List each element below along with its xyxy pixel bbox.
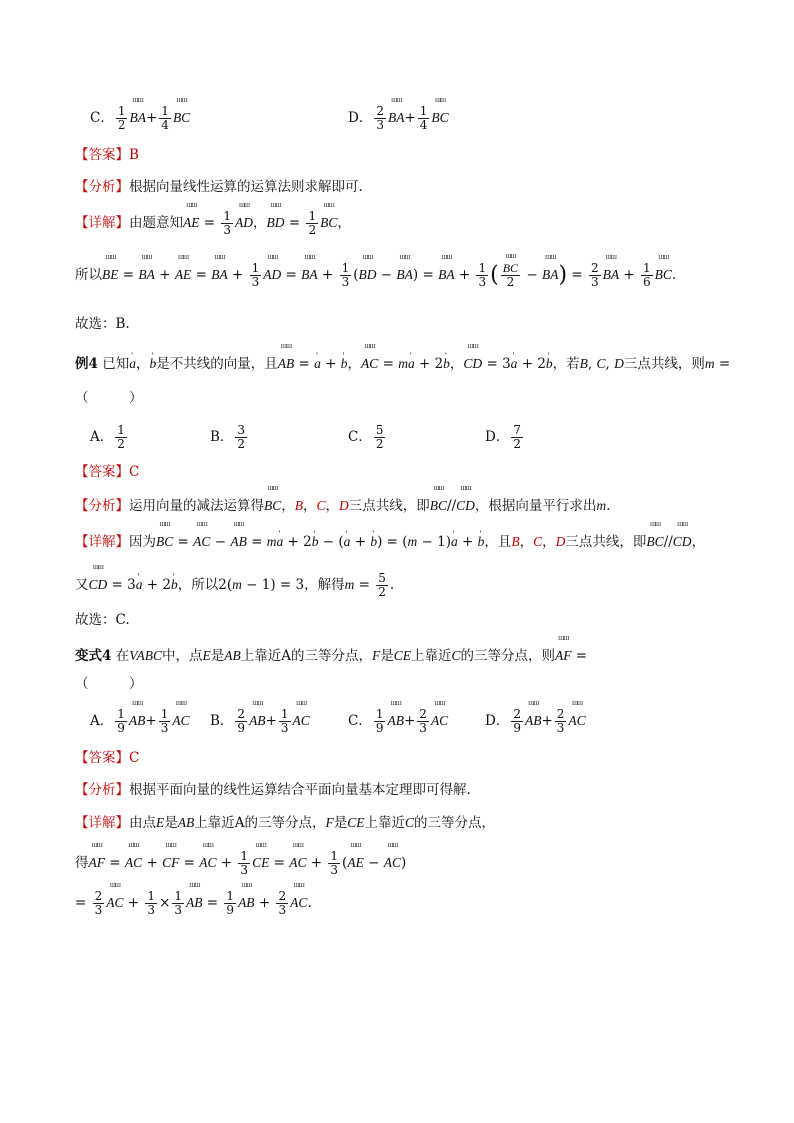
variant4-option-c: C． $\frac{1}{9}$ ШШ AB+ $\frac{2}{3}$ ШШ AC [348, 708, 448, 735]
prev-option-c: C． $\frac{1}{2}$ ШШ BA+ $\frac{1}{4}$ ШШ BC [90, 105, 190, 132]
example4-answer: 【答案】C [75, 464, 140, 480]
variant4-detail: 【详解】由点E是AB上靠近A的三等分点，F是CE上靠近C的三等分点， [75, 815, 496, 831]
variant4-stem: 变式4 在VABC中，点E是AB上靠近A的三等分点，F是CE上靠近C的三等分点，则ШШ AF = [75, 644, 587, 666]
example4-solve: 又ШШ CD = 3' a + 2' b，所以2(m − 1) = 3，解得m = $\frac{5}{2}$ . [75, 572, 394, 599]
prev-conclusion: 故选：B. [75, 316, 130, 332]
example4-analysis: 【分析】运用向量的减法运算得ШШ BC，B，C，D三点共线，即ШШ BC//ШШ CD，根据向量平行求出m. [75, 494, 610, 516]
variant4-option-d: D． $\frac{2}{9}$ ШШ AB+ $\frac{2}{3}$ ШШ AC [485, 708, 586, 735]
variant4-blank: （ ） [75, 676, 143, 692]
variant4-answer: 【答案】C [75, 750, 140, 766]
prev-detail: 【详解】由题意知ШШ AE = $\frac{1}{3}$ ШШ AD，ШШ BD = $\frac{1}{2}$ ШШ BC， [75, 210, 351, 237]
prev-option-d: D． $\frac{2}{3}$ ШШ BA+ $\frac{1}{4}$ ШШ BC [348, 105, 449, 132]
example4-option-d: D． $\frac{7}{2}$ [485, 423, 521, 451]
example4-option-a: A． $\frac{1}{2}$ [90, 423, 125, 451]
variant4-derivation-2: = $\frac{2}{3}$ ШШ AC + $\frac{1}{3}$ × $\frac{1}{3}$ ШШ AB = $\frac{1}{9}$ ШШ AB + $\frac{2}{3}$ ШШ AC. [75, 890, 312, 917]
example4-option-c: C． $\frac{5}{2}$ [348, 423, 384, 451]
prev-analysis: 【分析】根据向量线性运算的运算法则求解即可. [75, 179, 363, 195]
variant4-derivation-1: 得ШШ AF = ШШ AC + ШШ CF = ШШ AC + $\frac{1}{3}$ ШШ CE = ШШ AC + $\frac{1}{3}$ (ШШ AE − ШШ AC) [75, 850, 406, 877]
example4-option-b: B． $\frac{3}{2}$ [210, 423, 246, 451]
prev-derivation: 所以ШШ BE = ШШ BA + ШШ AE = ШШ BA + $\frac{1}{3}$ ШШ AD = ШШ BA + $\frac{1}{3}$ (ШШ BD − ШШ BA) = ШШ BA + $\frac{1}{3}$ ( ШШ $\frac{BC}{2}$ − ШШ BA) = $\frac{2}{3}$ ШШ BA + $\frac{1}{6}$ ШШ BC. [75, 262, 676, 289]
variant4-option-a: A． $\frac{1}{9}$ ШШ AB+ $\frac{1}{3}$ ШШ AC [90, 708, 190, 735]
variant4-analysis: 【分析】根据平面向量的线性运算结合平面向量基本定理即可得解. [75, 782, 471, 798]
example4-conclusion: 故选：C. [75, 612, 130, 628]
example4-stem: 例4 已知' a，' b是不共线的向量，且ШШ AB = ' a + ' b，ШШ AC = m' a + 2' b，ШШ CD = 3' a + 2' b，若B, C, D三点共线，则m = [75, 352, 730, 374]
example4-blank: （ ） [75, 390, 143, 406]
example4-detail: 【详解】因为ШШ BC = ШШ AC − ШШ AB = m' a + 2' b − (' a + ' b) = (m − 1)' a + ' b，且B，C，D三点共线，即ШШ BC//ШШ CD， [75, 530, 705, 552]
variant4-option-b: B． $\frac{2}{9}$ ШШ AB+ $\frac{1}{3}$ ШШ AC [210, 708, 310, 735]
prev-answer: 【答案】B [75, 147, 139, 163]
